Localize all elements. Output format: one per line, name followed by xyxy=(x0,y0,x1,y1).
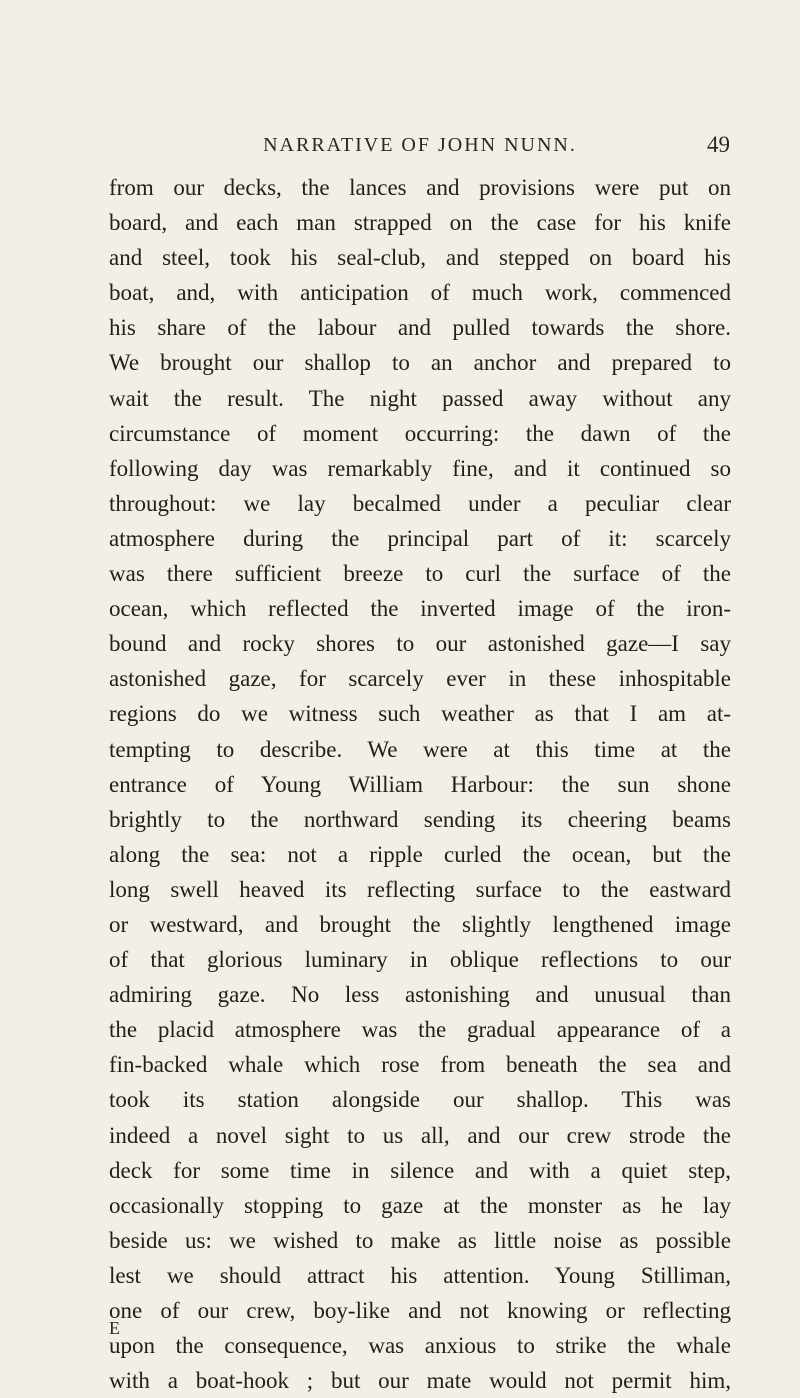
text-line: his share of the labour and pulled towards the shore. xyxy=(109,315,731,341)
body-text xyxy=(109,170,731,1398)
text-line: tempting to describe. We were at this time at the xyxy=(109,736,731,762)
text-line: boat, and, with anticipation of much work, commenced xyxy=(109,280,731,306)
text-line: We brought our shallop to an anchor and prepared to xyxy=(109,350,731,376)
text-line: circumstance of moment occurring: the dawn of the xyxy=(109,420,731,446)
text-line: bound and rocky shores to our astonished gaze—I say xyxy=(109,631,731,657)
text-line: fin-backed whale which rose from beneath the sea and xyxy=(109,1052,731,1078)
text-line: wait the result. The night passed away without any xyxy=(109,385,731,411)
text-line: of that glorious luminary in oblique reflections to our xyxy=(109,947,731,973)
text-line: atmosphere during the principal part of it: scarcely xyxy=(109,525,731,551)
text-line: with a boat-hook ; but our mate would not permit him, xyxy=(109,1368,731,1394)
text-line: long swell heaved its reflecting surface to the eastward xyxy=(109,876,731,902)
text-line: beside us: we wished to make as little noise as possible xyxy=(109,1227,731,1253)
text-line: upon the consequence, was anxious to strike the whale xyxy=(109,1333,731,1359)
text-line: following day was remarkably fine, and it continued so xyxy=(109,455,731,481)
signature-mark: E xyxy=(109,1318,120,1338)
text-line: occasionally stopping to gaze at the monster as he lay xyxy=(109,1192,731,1218)
text-line: admiring gaze. No less astonishing and unusual than xyxy=(109,982,731,1008)
page-header xyxy=(110,134,730,164)
text-line: throughout: we lay becalmed under a peculiar clear xyxy=(109,490,731,516)
text-line: astonished gaze, for scarcely ever in these inhospitable xyxy=(109,666,731,692)
text-line: deck for some time in silence and with a quiet step, xyxy=(109,1157,731,1183)
text-line: regions do we witness such weather as that I am at- xyxy=(109,701,731,727)
text-line: was there sufficient breeze to curl the surface of the xyxy=(109,561,731,587)
text-line: board, and each man strapped on the case for his knife xyxy=(109,210,731,236)
text-line: ocean, which reflected the inverted image of the iron- xyxy=(109,596,731,622)
text-line: along the sea: not a ripple curled the ocean, but the xyxy=(109,841,731,867)
running-head: NARRATIVE OF JOHN NUNN. xyxy=(263,134,577,156)
text-line: took its station alongside our shallop. This was xyxy=(109,1087,731,1113)
text-line: lest we should attract his attention. Young Stilliman, xyxy=(109,1262,731,1288)
text-line: from our decks, the lances and provisions were put on xyxy=(109,175,731,200)
page-number: 49 xyxy=(707,132,730,157)
text-line: indeed a novel sight to us all, and our crew strode the xyxy=(109,1122,731,1148)
text-line: one of our crew, boy-like and not knowing or reflecting xyxy=(109,1298,731,1323)
text-line: brightly to the northward sending its cheering beams xyxy=(109,806,731,832)
text-line: entrance of Young William Harbour: the sun shone xyxy=(109,771,731,797)
text-line: or westward, and brought the slightly lengthened image xyxy=(109,911,731,937)
text-line: the placid atmosphere was the gradual appearance of a xyxy=(109,1017,731,1043)
text-line: and steel, took his seal-club, and stepped on board his xyxy=(109,245,731,271)
